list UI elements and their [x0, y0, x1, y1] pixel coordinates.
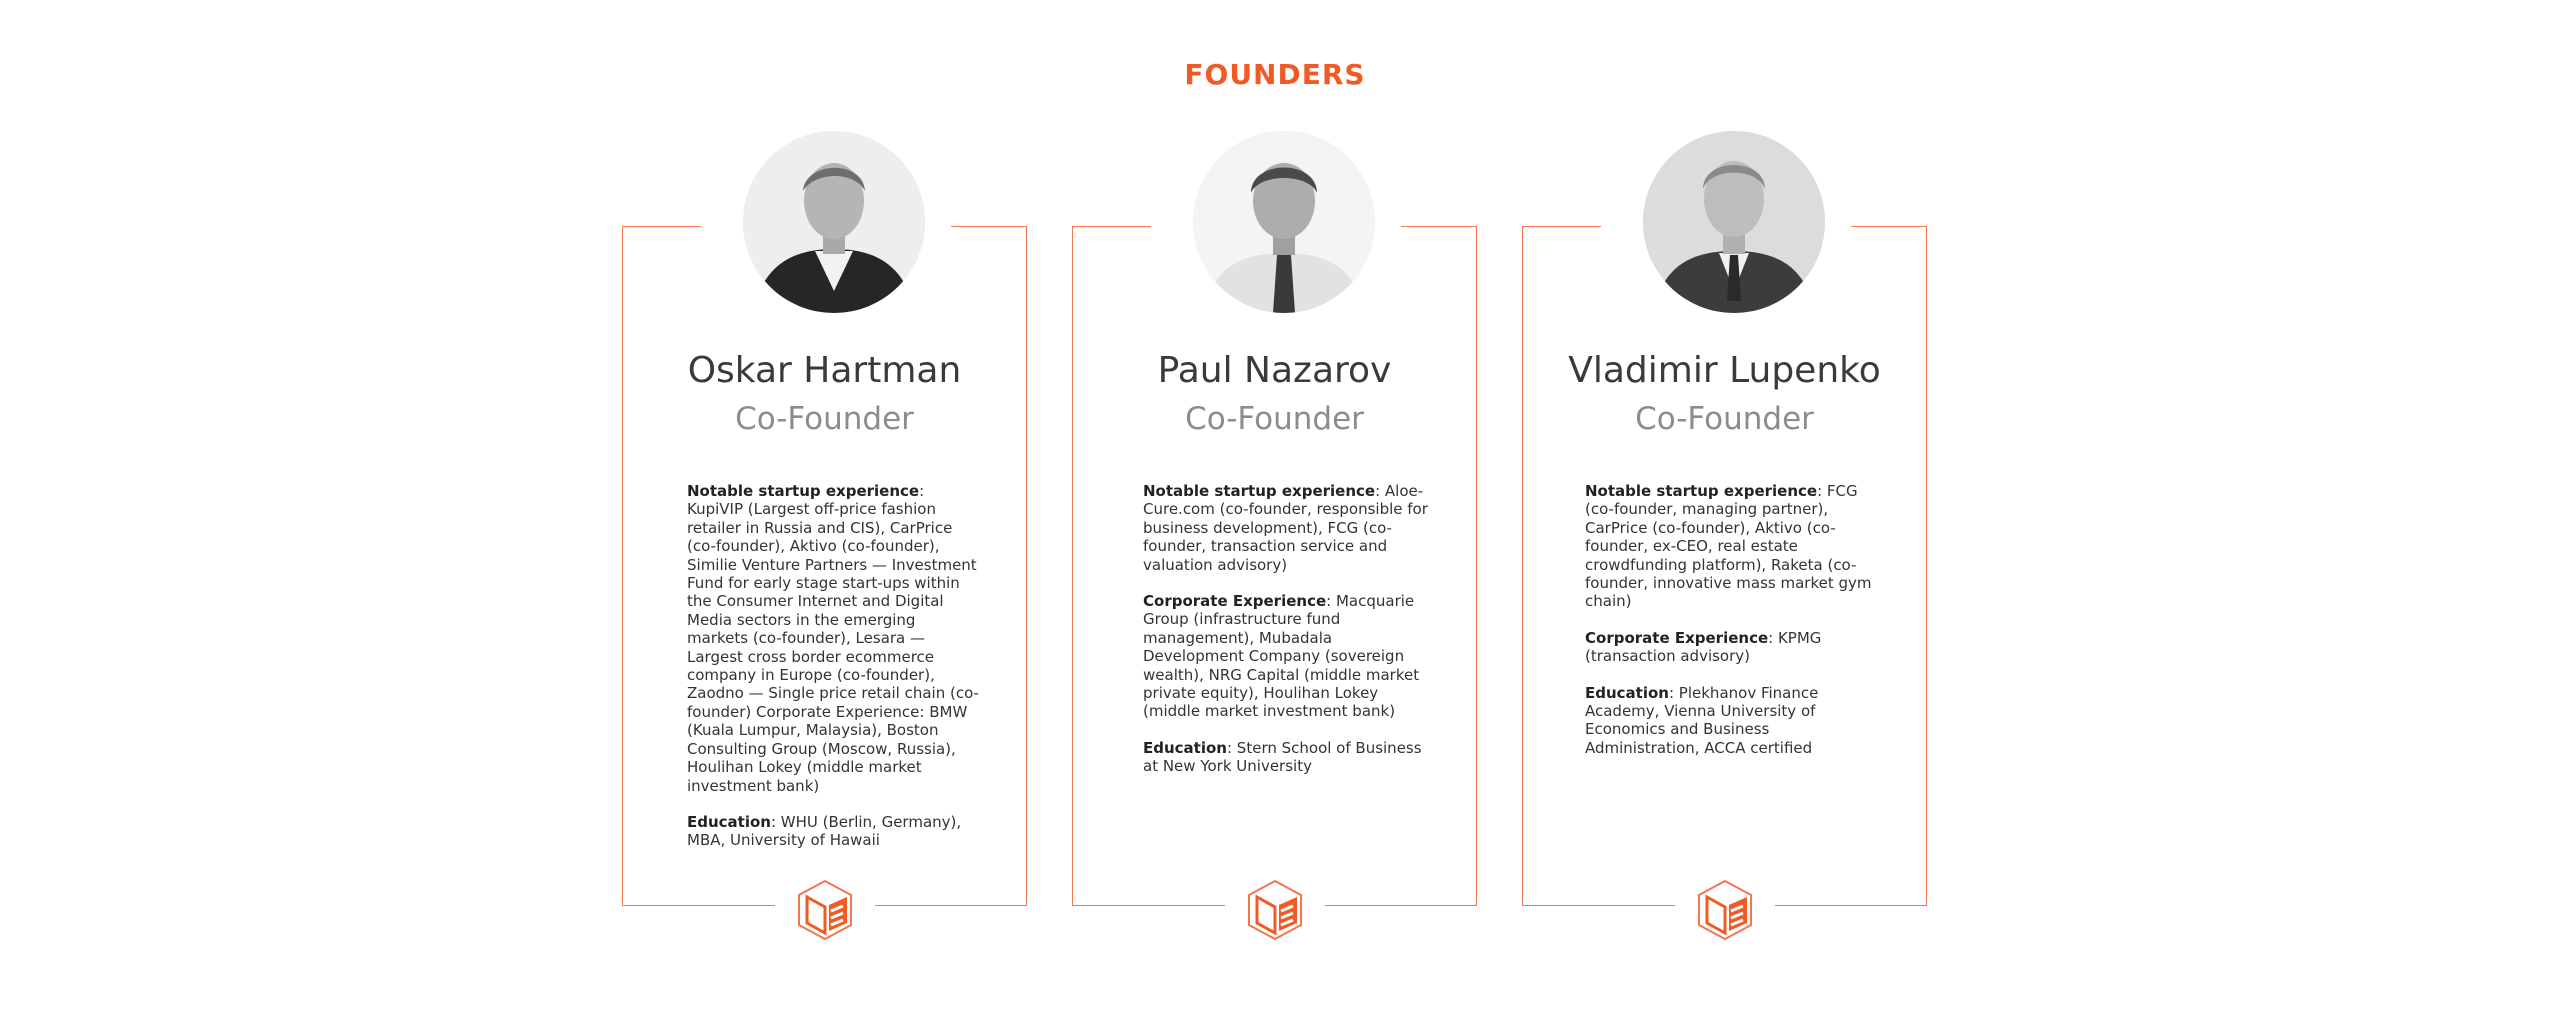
bio-text: : Aloe-Cure.com (co-founder, responsible for business development), FCG (co-founder, transaction service and valuation advisory) [1143, 482, 1428, 574]
founder-card [1522, 226, 1927, 906]
bio-text: : FCG (co-founder, managing partner), CarPrice (co-founder), Aktivo (co-founder, ex-CEO, real estate crowdfunding platform), Raketa (co-founder, innovative mass market gym chain) [1585, 482, 1872, 611]
bio-section [1585, 482, 1877, 611]
founder-role: Co-Founder [735, 401, 914, 437]
bio-text: : KPMG (transaction advisory) [1585, 628, 1822, 666]
founder-bio [1585, 482, 1877, 775]
bio-label: Education [1143, 738, 1227, 757]
bio-label: Notable startup experience [687, 482, 920, 500]
founder-role: Co-Founder [1635, 401, 1814, 437]
bio-section [1585, 629, 1877, 666]
brand-logo-icon [1695, 877, 1755, 943]
bio-label: Corporate Experience [1143, 592, 1327, 611]
bio-section [1143, 482, 1435, 574]
founder-photo [1193, 131, 1375, 313]
page-title: FOUNDERS [1184, 58, 1366, 91]
founder-card [1072, 226, 1477, 906]
bio-section [687, 813, 979, 850]
founder-name: Oskar Hartman [687, 350, 962, 391]
bio-section [1143, 592, 1435, 721]
bio-text: : KupiVIP (Largest off-price fashion retailer in Russia and CIS), CarPrice (co-founder), Aktivo (co-founder), Similie Venture Partners — Investment Fund for early stage start-ups within the Consumer Internet and Digital Media sectors in the emerging markets (co-founder), Lesara — Largest cross border ecommerce company in Europe (co-founder), Zaodno — Single price retail chain (co-founder) Corporate Experience: BMW (Kuala Lumpur, Malaysia), Boston Consulting Group (Moscow, Russia), Houlihan Lokey (middle market investment bank) [687, 482, 979, 795]
brand-logo-icon [795, 877, 855, 943]
bio-label: Corporate Experience [1585, 628, 1769, 647]
founder-card [622, 226, 1027, 906]
bio-section [1585, 684, 1877, 758]
brand-logo-icon [1245, 877, 1305, 943]
bio-label: Education [1585, 683, 1669, 702]
founder-bio [1143, 482, 1435, 794]
bio-text: : Stern School of Business at New York University [1143, 738, 1422, 776]
bio-label: Education [687, 812, 771, 831]
bio-label: Notable startup experience [1585, 482, 1818, 500]
founder-photo [1643, 131, 1825, 313]
founder-name: Paul Nazarov [1157, 350, 1392, 391]
bio-label: Notable startup experience [1143, 482, 1376, 500]
bio-text: : Plekhanov Finance Academy, Vienna University of Economics and Business Administration, ACCA certified [1585, 683, 1819, 757]
bio-section [687, 482, 979, 795]
founder-photo [743, 131, 925, 313]
founder-role: Co-Founder [1185, 401, 1364, 437]
bio-text: : Macquarie Group (infrastructure fund management), Mubadala Development Company (sovereign wealth), NRG Capital (middle market private equity), Houlihan Lokey (middle market investment bank) [1143, 592, 1420, 721]
founder-bio [687, 482, 979, 868]
bio-text: : WHU (Berlin, Germany), MBA, University of Hawaii [687, 812, 962, 850]
founder-name: Vladimir Lupenko [1568, 350, 1881, 391]
bio-section [1143, 739, 1435, 776]
